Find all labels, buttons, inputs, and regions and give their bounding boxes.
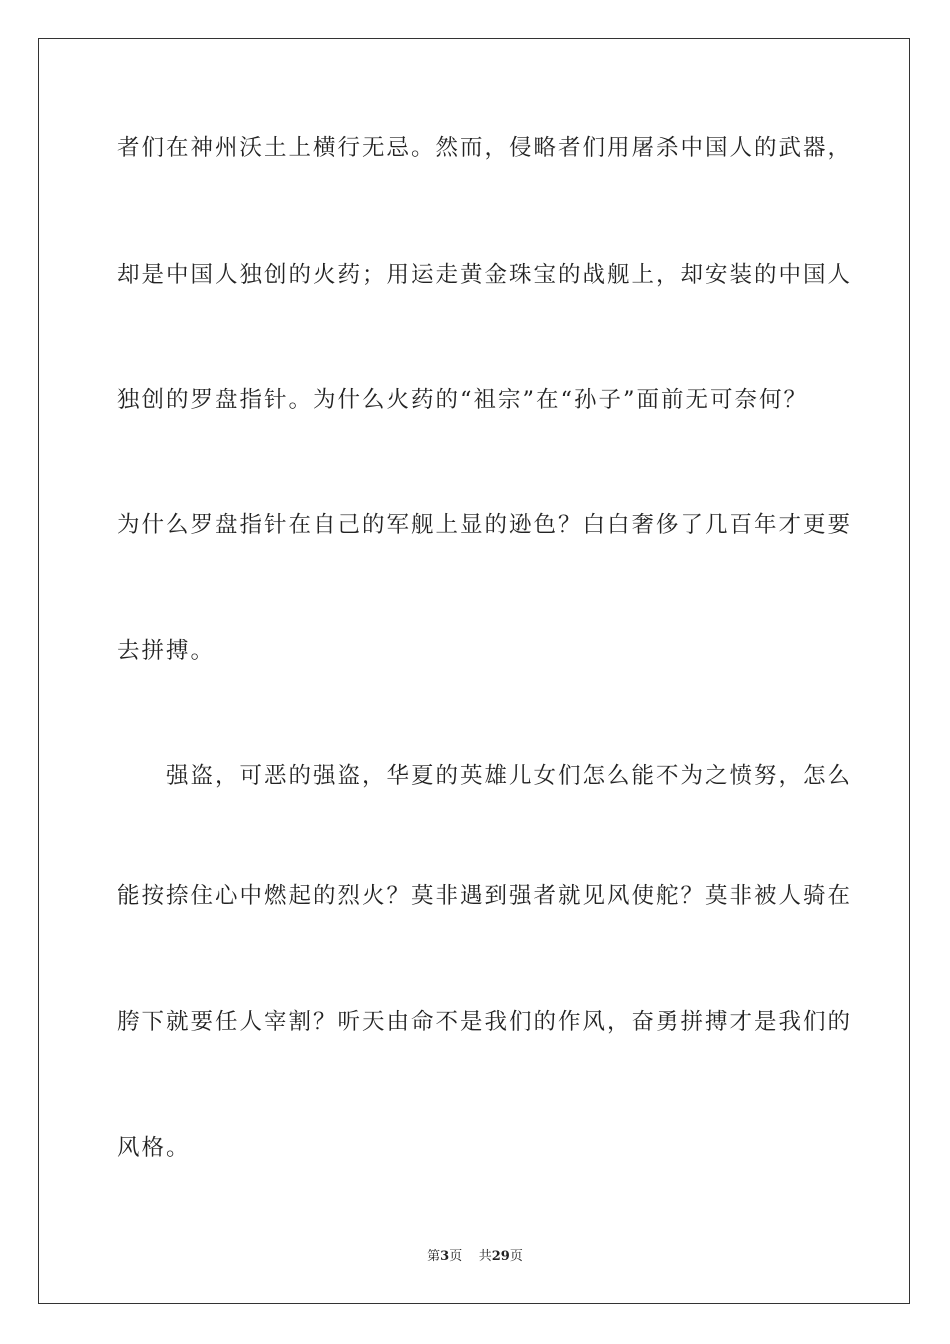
text-line-1: 者们在神州沃土上横行无忌。然而，侵略者们用屠杀中国人的武器， (117, 135, 853, 161)
page-number: 3 (440, 1249, 450, 1264)
page-prefix: 第 (427, 1249, 441, 1264)
text-line-4: 为什么罗盘指针在自己的军舰上显的逊色？白白奢侈了几百年才更要 (117, 512, 853, 538)
text-line-8: 胯下就要任人宰割？听天由命不是我们的作风，奋勇拼搏才是我们的 (117, 1009, 853, 1035)
total-pages: 29 (491, 1249, 510, 1264)
text-line-6: 强盗，可恶的强盗，华夏的英雄儿女们怎么能不为之愤努，怎么 (117, 763, 853, 789)
text-line-5: 去拼搏。 (117, 638, 216, 664)
page-frame (38, 38, 910, 1304)
total-prefix: 共 (478, 1249, 492, 1264)
text-line-3: 独创的罗盘指针。为什么火药的“祖宗”在“孙子”面前无可奈何？ (117, 387, 809, 413)
total-suffix: 页 (509, 1249, 523, 1264)
text-line-2: 却是中国人独创的火药；用运走黄金珠宝的战舰上，却安装的中国人 (117, 262, 853, 288)
text-line-9: 风格。 (117, 1135, 191, 1161)
page-footer (0, 1248, 950, 1266)
page-suffix: 页 (449, 1249, 463, 1264)
text-line-7: 能按捺住心中燃起的烈火？莫非遇到强者就见风使舵？莫非被人骑在 (117, 883, 853, 909)
